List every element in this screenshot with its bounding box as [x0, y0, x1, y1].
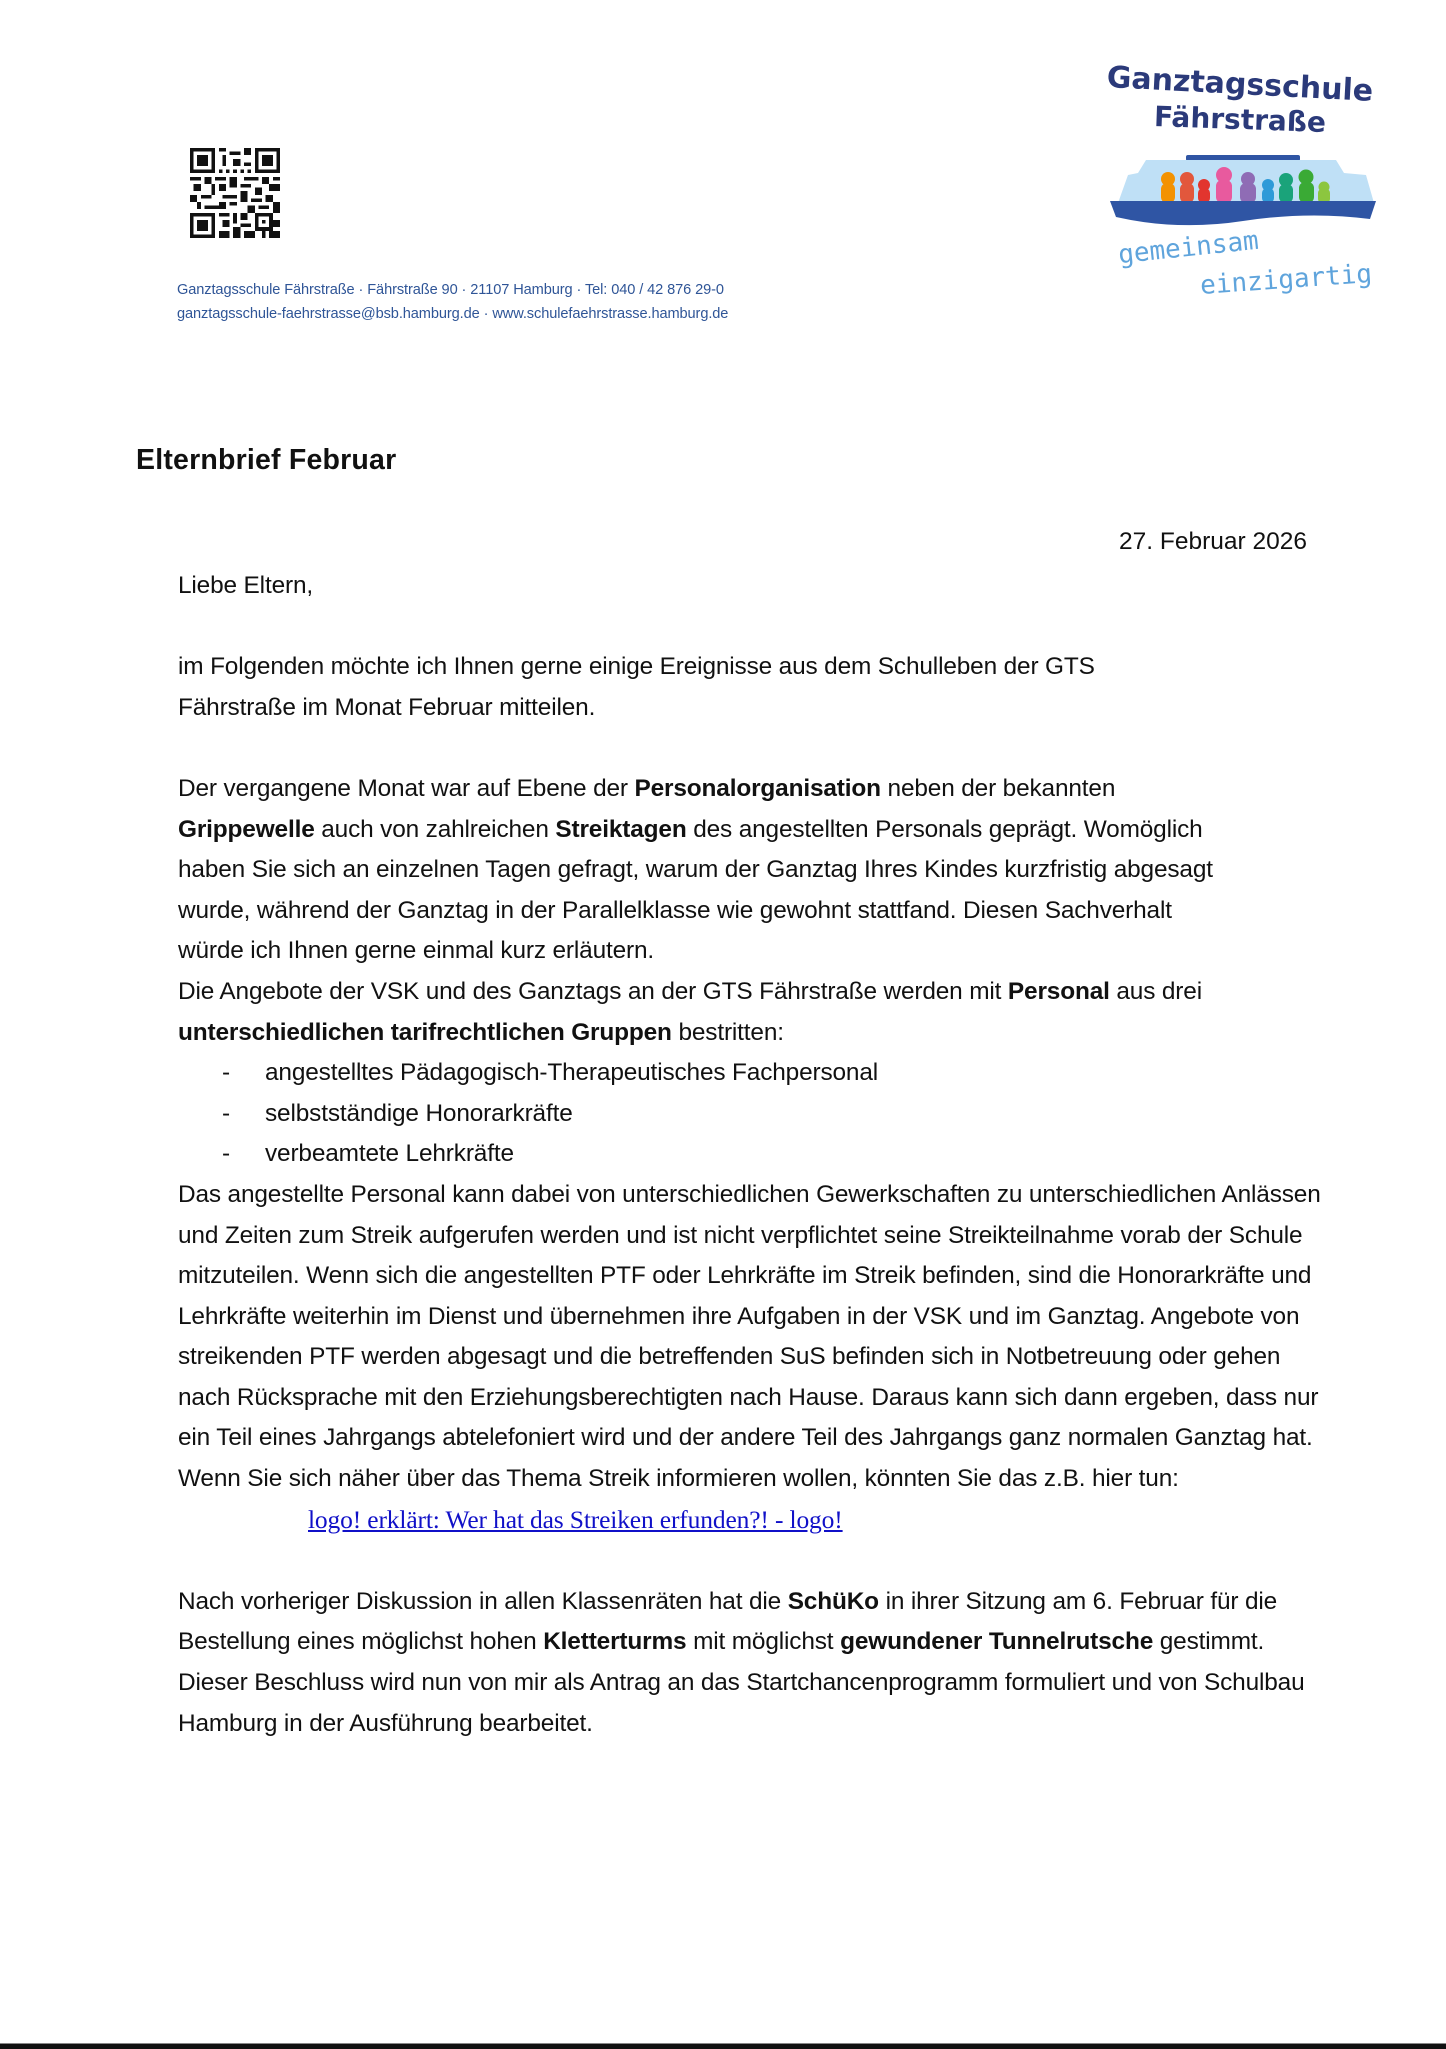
staff-groups-paragraph [178, 972, 1318, 1053]
bold-text: Personalorganisation [634, 774, 881, 802]
bold-text: Kletterturms [543, 1628, 687, 1656]
school-logo [1100, 55, 1380, 315]
contact-line: ganztagsschule-faehrstrasse@bsb.hamburg.de · www.schulefaehrstrasse.hamburg.de [177, 306, 729, 322]
link-line [178, 1500, 1338, 1542]
bold-text: SchüKo [787, 1587, 879, 1615]
staff-groups-list [178, 1053, 1338, 1175]
climbing-tower-paragraph [178, 1582, 1328, 1744]
logo-title-line1: Ganztagsschule [1105, 60, 1375, 109]
staffing-paragraph [178, 769, 1218, 972]
list-item [178, 1094, 1338, 1135]
logo-title-line2: Fährstraße [1153, 100, 1327, 139]
salutation: Liebe Eltern, [178, 572, 313, 599]
info-paragraph: Wenn Sie sich näher über das Thema Streik informieren wollen, könnten Sie das z.B. hier tun: [178, 1465, 1179, 1493]
bold-text: Grippewelle [178, 815, 315, 843]
bold-text: gewundener Tunnelrutsche [840, 1628, 1154, 1656]
page-bottom-border [0, 2043, 1446, 2049]
text: neben der bekannten [880, 774, 1116, 802]
strike-paragraph: Das angestellte Personal kann dabei von unterschiedlichen Gewerkschaften zu unterschiedlichen Anlässen und Zeiten zum Streik aufgerufen werden und ist nicht verpflichtet seine Streikteilnahme vorab der Schule mitzuteilen. Wenn sich die angestellten PTF oder Lehrkräfte im Streik befinden, sind die Honorarkräfte und Lehrkräfte weiterhin im Dienst und übernehmen ihre Aufgaben in der VSK und im Ganztag. Angebote von streikenden PTF werden abgesagt und die betreffenden SuS befinden sich in Notbetreuung oder gehen nach Rücksprache mit den Erziehungsberechtigten nach Hause. Daraus kann sich dann ergeben, dass nur ein Teil eines Jahrgangs abtelefoniert wird und der andere Teil des Jahrgangs ganz normalen Ganztag hat. [178, 1180, 1321, 1452]
ferry-boat-icon [1108, 155, 1378, 235]
dash-bullet: - [222, 1099, 230, 1127]
bold-text: Personal [1007, 977, 1110, 1005]
list-item-text: angestelltes Pädagogisch-Therapeutisches Fachpersonal [265, 1059, 879, 1087]
intro-paragraph: im Folgenden möchte ich Ihnen gerne einige Ereignisse aus dem Schulleben der GTS Fährstraße im Monat Februar mitteilen. [178, 653, 1095, 721]
text: Der vergangene Monat war auf Ebene der [178, 774, 635, 802]
text: mit möglichst [686, 1628, 841, 1656]
dash-bullet: - [222, 1140, 230, 1168]
letter-date: 27. Februar 2026 [1119, 528, 1307, 555]
letter-body [178, 566, 1338, 1744]
text: aus drei [1109, 977, 1202, 1005]
logo-tagline-2: einzigartig [1199, 259, 1374, 301]
list-item-text: selbstständige Honorarkräfte [265, 1099, 573, 1127]
list-item-text: verbeamtete Lehrkräfte [265, 1140, 514, 1168]
qr-code-icon [190, 148, 280, 238]
address-line: Ganztagsschule Fährstraße · Fährstraße 90 · 21107 Hamburg · Tel: 040 / 42 876 29-0 [177, 282, 724, 298]
text: des angestellten Personals geprägt. Womöglich haben Sie sich an einzelnen Tagen gefragt, warum der Ganztag Ihres Kindes kurzfristig abgesagt wurde, während der Ganztag in der Parallelklasse wie gewohnt stattfand. Diesen Sachverhalt würde ich Ihnen gerne einmal kurz erläutern. [178, 815, 1213, 965]
letter-title: Elternbrief Februar [136, 444, 397, 476]
list-item [178, 1134, 1338, 1175]
bold-text: unterschiedlichen tarifrechtlichen Gruppen [178, 1018, 672, 1046]
text: Die Angebote der VSK und des Ganztags an der GTS Fährstraße werden mit [178, 977, 1008, 1005]
school-address [177, 278, 728, 326]
text: bestritten: [671, 1018, 784, 1046]
strike-info-link[interactable]: logo! erklärt: Wer hat das Streiken erfunden?! - logo! [308, 1504, 843, 1534]
text: gestimmt. Dieser Beschluss wird nun von mir als Antrag an das Startchancenprogramm formuliert und von Schulbau Hamburg in der Ausführung bearbeitet. [178, 1628, 1305, 1737]
dash-bullet: - [222, 1059, 230, 1087]
text: auch von zahlreichen [314, 815, 556, 843]
text: in ihrer Sitzung am 6. Februar für die Bestellung eines möglichst hohen [178, 1587, 1278, 1656]
logo-tagline-1: gemeinsam [1116, 225, 1261, 271]
list-item [178, 1053, 1338, 1094]
bold-text: Streiktagen [555, 815, 687, 843]
text: Nach vorheriger Diskussion in allen Klassenräten hat die [178, 1587, 788, 1615]
